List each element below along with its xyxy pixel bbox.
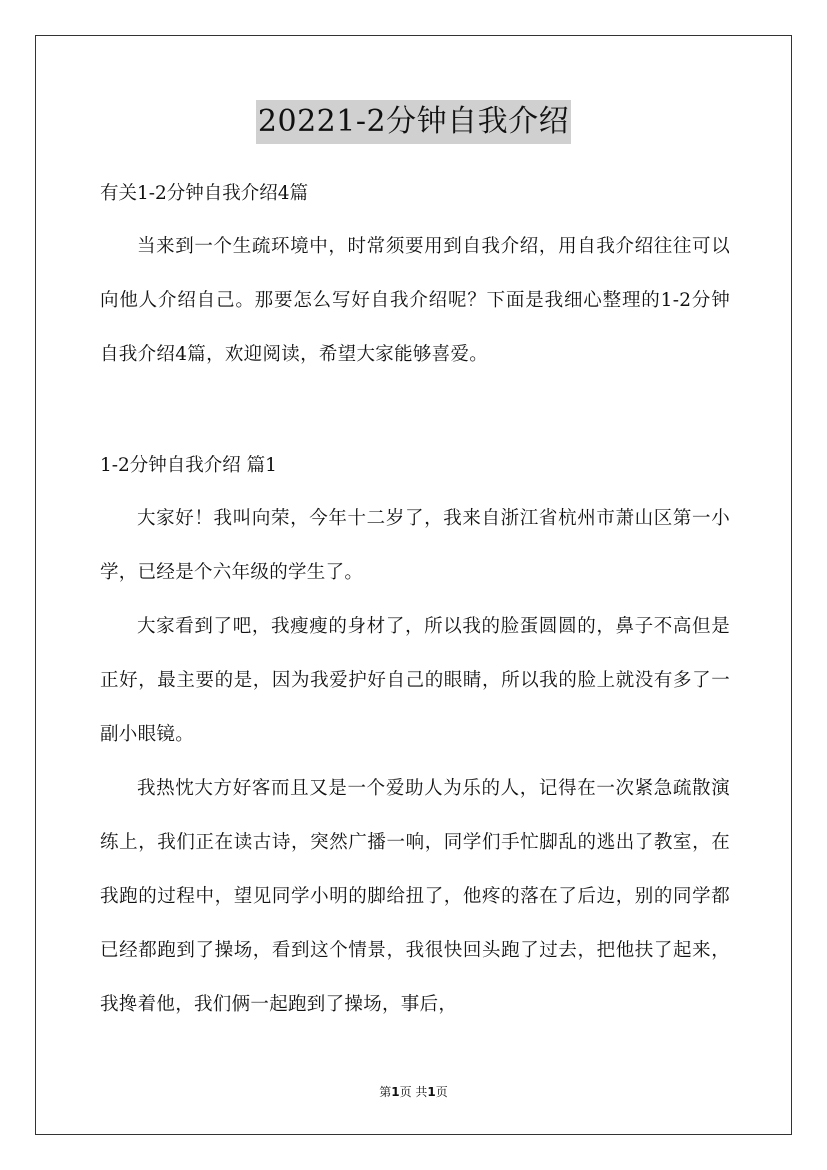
footer-page-current: 1	[391, 1085, 400, 1099]
body-paragraph-2: 大家看到了吧，我瘦瘦的身材了，所以我的脸蛋圆圆的，鼻子不高但是正好，最主要的是，因为我爱护好自己的眼睛，所以我的脸上就没有多了一副小眼镜。	[100, 616, 730, 745]
body-paragraph-3: 我热忱大方好客而且又是一个爱助人为乐的人，记得在一次紧急疏散演练上，我们正在读古诗，突然广播一响，同学们手忙脚乱的逃出了教室，在我跑的过程中，望见同学小明的脚给扭了，他疼的落在了后边，别的同学都已经都跑到了操场，看到这个情景，我很快回头跑了过去，把他扶了起来，我搀着他，我们俩一起跑到了操场，事后，	[100, 778, 730, 1015]
intro-paragraph: 当来到一个生疏环境中，时常须要用到自我介绍，用自我介绍往往可以向他人介绍自己。那要怎么写好自我介绍呢？下面是我细心整理的1-2分钟自我介绍4篇，欢迎阅读，希望大家能够喜爱。	[100, 236, 730, 365]
section-heading: 1-2分钟自我介绍 篇1	[100, 455, 277, 476]
document-subtitle: 有关1-2分钟自我介绍4篇	[100, 183, 309, 204]
footer-page-prefix: 第	[379, 1085, 392, 1099]
footer-page-suffix: 页	[435, 1085, 448, 1099]
footer-page-mid: 页 共	[399, 1085, 428, 1099]
page-footer	[0, 1083, 827, 1100]
footer-page-total: 1	[427, 1085, 436, 1099]
body-paragraph-1: 大家好！我叫向荣，今年十二岁了，我来自浙江省杭州市萧山区第一小学，已经是个六年级的学生了。	[100, 508, 730, 583]
title-wrapper	[0, 100, 827, 144]
document-title: 20221-2分钟自我介绍	[256, 100, 571, 144]
